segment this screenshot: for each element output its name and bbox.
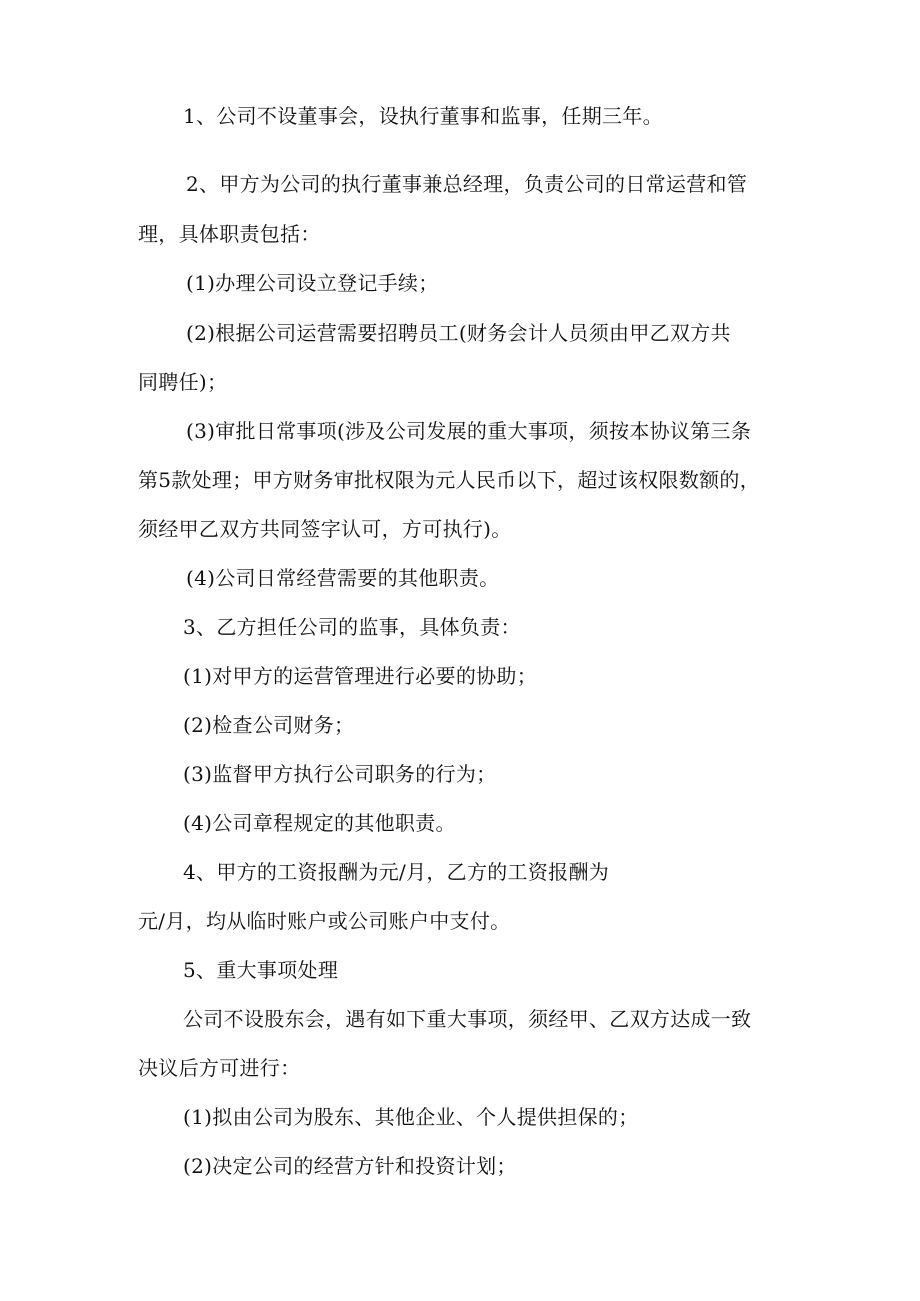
clause-1: 1、公司不设董事会，设执行董事和监事，任期三年。: [183, 104, 663, 128]
clause-2-item-1: (1)办理公司设立登记手续；: [186, 271, 439, 295]
clause-2-continued: 理，具体职责包括：: [138, 222, 321, 246]
clause-5-heading: 5、重大事项处理: [183, 958, 339, 982]
clause-3-item-2: (2)检查公司财务；: [183, 713, 355, 737]
clause-2-item-3-continued-2: 须经甲乙双方共同签字认可，方可执行)。: [138, 517, 512, 541]
clause-2-item-3: (3)审批日常事项(涉及公司发展的重大事项，须按本协议第三条: [186, 419, 752, 443]
clause-2-item-4: (4)公司日常经营需要的其他职责。: [186, 566, 500, 590]
clause-5-item-2: (2)决定公司的经营方针和投资计划；: [183, 1154, 517, 1178]
clause-4: 4、甲方的工资报酬为元/月，乙方的工资报酬为: [183, 860, 610, 884]
clause-2-item-2: (2)根据公司运营需要招聘员工(财务会计人员须由甲乙双方共: [186, 321, 731, 345]
clause-3-item-3: (3)监督甲方执行公司职务的行为；: [183, 762, 497, 786]
clause-3: 3、乙方担任公司的监事，具体负责：: [183, 615, 521, 639]
clause-3-item-4: (4)公司章程规定的其他职责。: [183, 811, 456, 835]
clause-2: 2、甲方为公司的执行董事兼总经理，负责公司的日常运营和管: [186, 172, 748, 196]
clause-4-continued: 元/月，均从临时账户或公司账户中支付。: [138, 909, 511, 933]
clause-2-item-2-continued: 同聘任)；: [138, 370, 228, 394]
clause-5-intro: 公司不设股东会，遇有如下重大事项，须经甲、乙双方达成一致: [183, 1007, 752, 1031]
clause-5-item-1: (1)拟由公司为股东、其他企业、个人提供担保的；: [183, 1105, 639, 1129]
clause-3-item-1: (1)对甲方的运营管理进行必要的协助；: [183, 664, 538, 688]
clause-2-item-3-continued: 第5款处理；甲方财务审批权限为元人民币以下，超过该权限数额的，: [138, 468, 761, 492]
clause-5-intro-continued: 决议后方可进行：: [138, 1056, 301, 1080]
